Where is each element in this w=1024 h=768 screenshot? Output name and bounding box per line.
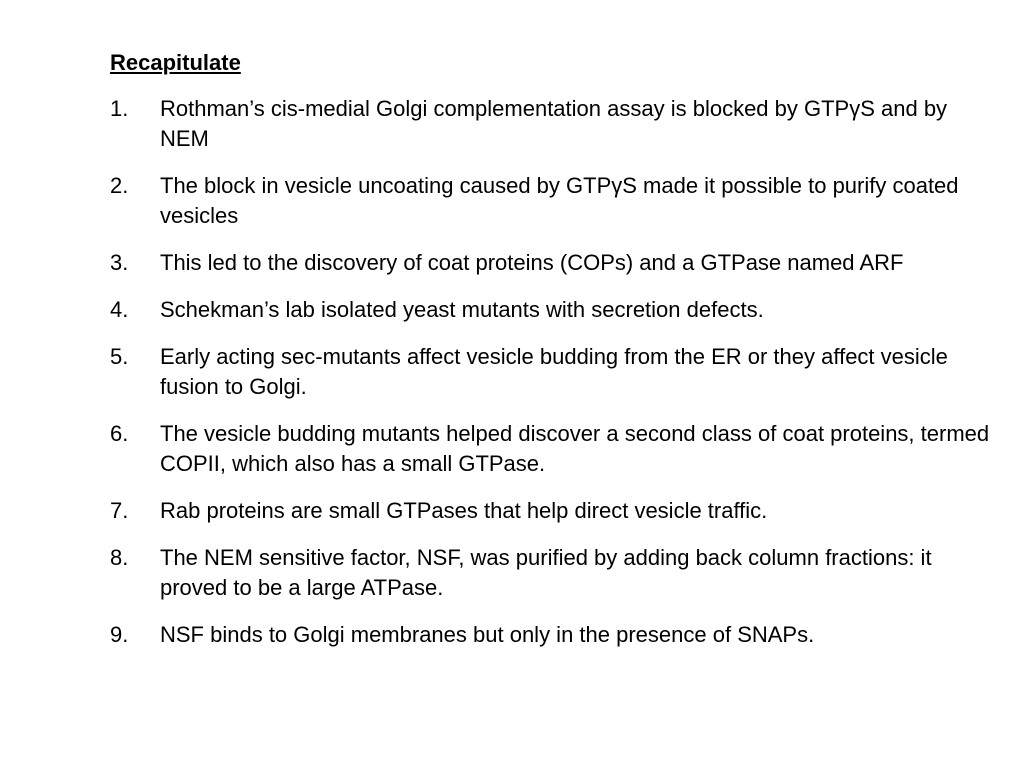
item-number: 3. [110,250,129,275]
item-number: 7. [110,498,129,523]
item-number: 5. [110,344,129,369]
item-text: Rothman’s cis-medial Golgi complementation assay is blocked by GTPγS and by NEM [160,96,948,151]
item-number: 9. [110,622,129,647]
list-item [110,248,990,278]
item-text: NSF binds to Golgi membranes but only in the presence of SNAPs. [160,622,815,647]
list-item [110,543,990,603]
item-text: The vesicle budding mutants helped discover a second class of coat proteins, termed COPII, which also has a small GTPase. [160,421,990,476]
list-item [110,342,990,402]
item-number: 2. [110,173,129,198]
item-text: This led to the discovery of coat proteins (COPs) and a GTPase named ARF [160,250,904,275]
list-item [110,620,990,650]
item-text: Early acting sec-mutants affect vesicle budding from the ER or they affect vesicle fusion to Golgi. [160,344,948,399]
recap-list [110,94,990,667]
item-number: 1. [110,96,129,121]
item-text: Schekman’s lab isolated yeast mutants with secretion defects. [160,297,764,322]
slide-heading: Recapitulate [110,50,241,75]
list-item [110,496,990,526]
item-number: 8. [110,545,129,570]
list-item [110,419,990,479]
list-item [110,295,990,325]
list-item [110,94,990,154]
item-number: 6. [110,421,129,446]
item-text: Rab proteins are small GTPases that help direct vesicle traffic. [160,498,768,523]
item-text: The block in vesicle uncoating caused by GTPγS made it possible to purify coated vesicles [160,173,959,228]
item-number: 4. [110,297,129,322]
list-item [110,171,990,231]
item-text: The NEM sensitive factor, NSF, was purified by adding back column fractions: it proved to be a large ATPase. [160,545,932,600]
